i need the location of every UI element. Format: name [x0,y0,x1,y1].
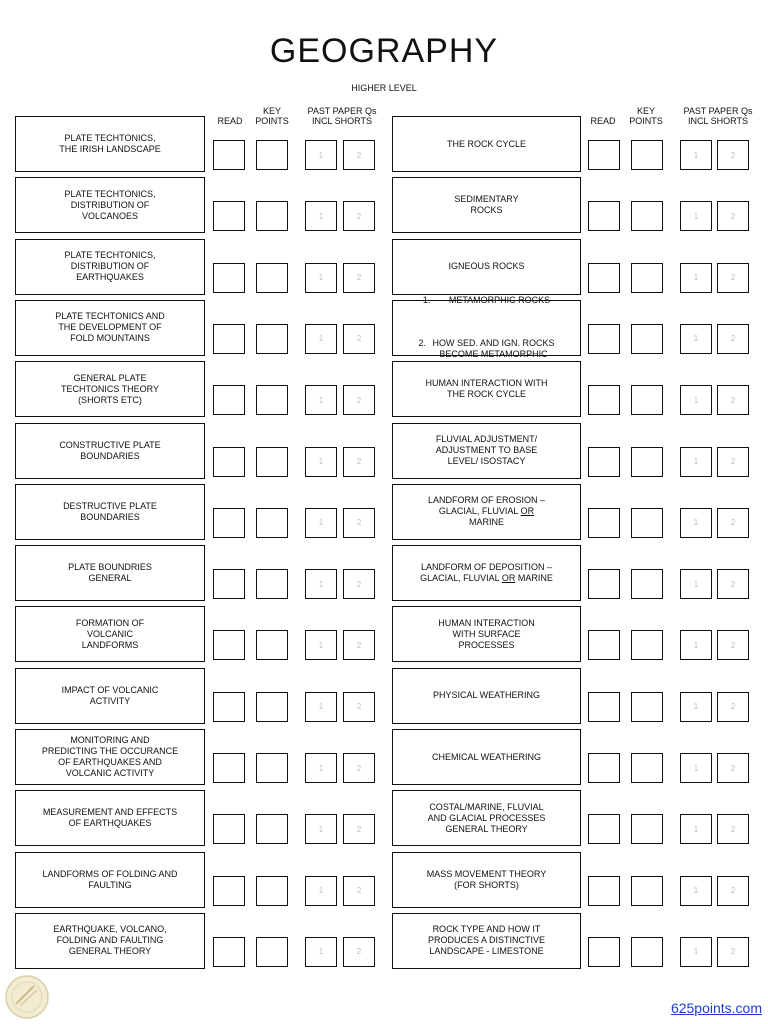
paper-number-label: 1 [693,518,699,528]
topic-deposition [420,562,553,584]
past-paper-1-checkbox[interactable] [305,447,337,477]
key-points-checkbox[interactable] [256,937,288,967]
paper-number-label: 1 [693,395,699,405]
past-paper-2-checkbox[interactable] [717,876,749,906]
topic-box: DESTRUCTIVE PLATE BOUNDARIES [15,484,205,540]
paper-number-label: 2 [356,273,362,283]
page-title: GEOGRAPHY [269,32,499,70]
625points-link[interactable]: 625points.com [670,1000,762,1016]
past-paper-1-checkbox[interactable] [305,324,337,354]
topic-box: MASS MOVEMENT THEORY (FOR SHORTS) [392,852,581,908]
topic-item-number: 1. [422,295,431,306]
read-checkbox[interactable] [588,263,620,293]
paper-number-label: 1 [318,273,324,283]
key-points-checkbox[interactable] [256,263,288,293]
paper-number-label: 1 [693,640,699,650]
past-paper-1-checkbox[interactable] [680,263,712,293]
paper-number-label: 1 [693,211,699,221]
read-checkbox[interactable] [213,140,245,170]
paper-number-label: 2 [356,702,362,712]
key-points-checkbox[interactable] [631,876,663,906]
past-paper-1-checkbox[interactable] [680,876,712,906]
topic-box: IMPACT OF VOLCANIC ACTIVITY [15,668,205,724]
past-paper-1-checkbox[interactable] [680,692,712,722]
past-paper-1-checkbox[interactable] [680,937,712,967]
past-paper-2-checkbox[interactable] [343,508,375,538]
key-points-checkbox[interactable] [631,324,663,354]
past-paper-2-checkbox[interactable] [717,201,749,231]
read-checkbox[interactable] [213,692,245,722]
key-points-checkbox[interactable] [631,201,663,231]
past-paper-2-checkbox[interactable] [343,385,375,415]
paper-number-label: 2 [356,947,362,957]
past-paper-1-checkbox[interactable] [305,385,337,415]
read-checkbox[interactable] [588,814,620,844]
topic-box: THE ROCK CYCLE [392,116,581,172]
past-paper-2-checkbox[interactable] [717,385,749,415]
past-paper-2-checkbox[interactable] [343,263,375,293]
past-paper-2-checkbox[interactable] [343,140,375,170]
key-points-checkbox[interactable] [631,753,663,783]
read-checkbox[interactable] [588,753,620,783]
key-points-checkbox[interactable] [256,385,288,415]
past-paper-2-checkbox[interactable] [343,753,375,783]
topic-box: MONITORING AND PREDICTING THE OCCURANCE OF EARTHQUAKES AND VOLCANIC ACTIVITY [15,729,205,785]
past-paper-2-checkbox[interactable] [343,814,375,844]
paper-number-label: 1 [318,211,324,221]
topic-box: PLATE TECHTONICS, DISTRIBUTION OF VOLCANOES [15,177,205,233]
past-paper-2-checkbox[interactable] [717,937,749,967]
paper-number-label: 2 [356,886,362,896]
topic-box: PLATE TECHTONICS AND THE DEVELOPMENT OF FOLD MOUNTAINS [15,300,205,356]
topic-box [392,295,581,360]
past-paper-1-checkbox[interactable] [680,385,712,415]
past-paper-2-checkbox[interactable] [717,508,749,538]
past-paper-1-checkbox[interactable] [305,263,337,293]
paper-number-label: 2 [356,395,362,405]
topic-item-label: HOW SED. AND IGN. ROCKS BECOME METAMORPHIC [432,338,555,360]
paper-number-label: 2 [356,763,362,773]
past-paper-2-checkbox[interactable] [343,630,375,660]
paper-number-label: 2 [356,579,362,589]
paper-number-label: 1 [318,947,324,957]
paper-number-label: 1 [693,702,699,712]
paper-number-label: 1 [318,395,324,405]
topic-box [392,545,581,601]
paper-number-label: 1 [318,518,324,528]
paper-number-label: 2 [730,702,736,712]
past-paper-2-checkbox[interactable] [717,447,749,477]
past-paper-1-checkbox[interactable] [305,876,337,906]
key-points-checkbox[interactable] [256,753,288,783]
key-points-checkbox[interactable] [631,569,663,599]
key-points-checkbox[interactable] [256,324,288,354]
past-paper-1-checkbox[interactable] [680,447,712,477]
past-paper-2-checkbox[interactable] [717,753,749,783]
paper-number-label: 1 [693,824,699,834]
paper-number-label: 2 [730,640,736,650]
read-checkbox[interactable] [213,630,245,660]
topic-line: OR [520,506,535,517]
past-paper-1-checkbox[interactable] [305,201,337,231]
topic-box: HUMAN INTERACTION WITH SURFACE PROCESSES [392,606,581,662]
read-checkbox[interactable] [588,876,620,906]
read-checkbox[interactable] [213,324,245,354]
paper-number-label: 1 [318,457,324,466]
paper-number-label: 2 [730,211,736,221]
past-paper-1-checkbox[interactable] [305,569,337,599]
topic-line: LANDFORM OF EROSION – [427,495,545,506]
paper-number-label: 2 [730,947,736,957]
paper-number-label: 2 [356,518,362,528]
past-paper-2-checkbox[interactable] [717,814,749,844]
past-paper-column-header: PAST PAPER Qs INCL SHORTS [307,106,377,126]
read-checkbox[interactable] [588,569,620,599]
paper-number-label: 2 [730,457,736,466]
read-checkbox[interactable] [213,937,245,967]
past-paper-1-checkbox[interactable] [680,201,712,231]
paper-number-label: 2 [730,886,736,896]
read-checkbox[interactable] [588,324,620,354]
past-paper-2-checkbox[interactable] [717,692,749,722]
key-points-checkbox[interactable] [256,508,288,538]
topic-item-number: 2. [418,338,426,349]
past-paper-2-checkbox[interactable] [343,692,375,722]
topic-metamorphic [399,284,574,371]
paper-number-label: 1 [318,150,324,160]
read-checkbox[interactable] [213,201,245,231]
past-paper-1-checkbox[interactable] [680,630,712,660]
topic-box: PLATE TECHTONICS, THE IRISH LANDSCAPE [15,116,205,172]
key-points-checkbox[interactable] [631,140,663,170]
read-checkbox[interactable] [588,385,620,415]
key-points-checkbox[interactable] [631,385,663,415]
past-paper-2-checkbox[interactable] [343,876,375,906]
topic-erosion [428,495,545,528]
past-paper-1-checkbox[interactable] [680,140,712,170]
topic-box: PLATE TECHTONICS, DISTRIBUTION OF EARTHQUAKES [15,239,205,295]
read-column-header-right: READ [590,116,616,126]
read-checkbox[interactable] [213,876,245,906]
paper-number-label: 2 [356,457,362,466]
past-paper-2-checkbox[interactable] [343,324,375,354]
past-paper-1-checkbox[interactable] [305,753,337,783]
paper-number-label: 2 [730,150,736,160]
past-paper-1-checkbox[interactable] [680,753,712,783]
topic-box: HUMAN INTERACTION WITH THE ROCK CYCLE [392,361,581,417]
paper-number-label: 1 [693,886,699,896]
paper-number-label: 1 [693,579,699,589]
topic-box: FLUVIAL ADJUSTMENT/ ADJUSTMENT TO BASE LEVEL/ ISOSTACY [392,423,581,479]
key-points-checkbox[interactable] [631,630,663,660]
key-points-checkbox[interactable] [256,630,288,660]
topic-box: FORMATION OF VOLCANIC LANDFORMS [15,606,205,662]
key-points-column-header-right: KEY POINTS [629,106,663,126]
key-points-checkbox[interactable] [631,263,663,293]
read-checkbox[interactable] [588,630,620,660]
key-points-checkbox[interactable] [256,692,288,722]
read-checkbox[interactable] [213,753,245,783]
paper-number-label: 1 [693,150,699,160]
past-paper-1-checkbox[interactable] [305,140,337,170]
topic-box: MEASUREMENT AND EFFECTS OF EARTHQUAKES [15,790,205,846]
past-paper-1-checkbox[interactable] [680,324,712,354]
past-paper-2-checkbox[interactable] [717,140,749,170]
topic-box: ROCK TYPE AND HOW IT PRODUCES A DISTINCTIVE LANDSCAPE - LIMESTONE [392,913,581,969]
paper-number-label: 1 [318,824,324,834]
key-points-checkbox[interactable] [631,814,663,844]
key-points-checkbox[interactable] [631,447,663,477]
topic-box: CHEMICAL WEATHERING [392,729,581,785]
paper-number-label: 1 [693,457,699,466]
past-paper-2-checkbox[interactable] [343,937,375,967]
past-paper-2-checkbox[interactable] [717,569,749,599]
topic-box: COSTAL/MARINE, FLUVIAL AND GLACIAL PROCESSES GENERAL THEORY [392,790,581,846]
topic-box: IGNEOUS ROCKS [392,239,581,295]
topic-box [392,484,581,540]
key-points-checkbox[interactable] [256,569,288,599]
past-paper-2-checkbox[interactable] [717,263,749,293]
topic-line: LANDFORM OF DEPOSITION – [420,562,552,573]
past-paper-2-checkbox[interactable] [343,201,375,231]
topic-line: GLACIAL, FLUVIAL [438,506,521,517]
read-checkbox[interactable] [588,201,620,231]
paper-number-label: 1 [693,763,699,773]
topic-box: PLATE BOUNDRIES GENERAL [15,545,205,601]
paper-number-label: 1 [318,763,324,773]
key-points-checkbox[interactable] [256,140,288,170]
past-paper-1-checkbox[interactable] [305,630,337,660]
key-points-column-header: KEY POINTS [255,106,289,126]
key-points-checkbox[interactable] [256,876,288,906]
past-paper-1-checkbox[interactable] [305,937,337,967]
topic-line: OR [501,573,516,584]
topic-box: PHYSICAL WEATHERING [392,668,581,724]
paper-number-label: 2 [356,211,362,221]
topic-line: MARINE [515,573,553,584]
paper-number-label: 2 [356,334,362,344]
past-paper-1-checkbox[interactable] [680,814,712,844]
read-checkbox[interactable] [213,263,245,293]
read-checkbox[interactable] [588,937,620,967]
read-checkbox[interactable] [213,447,245,477]
read-checkbox[interactable] [213,814,245,844]
key-points-checkbox[interactable] [631,937,663,967]
625points-seal-icon [4,974,50,1020]
key-points-checkbox[interactable] [256,814,288,844]
paper-number-label: 1 [693,947,699,957]
read-checkbox[interactable] [588,447,620,477]
read-checkbox[interactable] [213,569,245,599]
paper-number-label: 1 [318,640,324,650]
paper-number-label: 2 [730,824,736,834]
past-paper-2-checkbox[interactable] [717,324,749,354]
paper-number-label: 1 [693,273,699,283]
paper-number-label: 1 [318,702,324,712]
paper-number-label: 2 [730,763,736,773]
read-checkbox[interactable] [588,140,620,170]
topic-box: CONSTRUCTIVE PLATE BOUNDARIES [15,423,205,479]
read-checkbox[interactable] [213,385,245,415]
paper-number-label: 2 [730,395,736,405]
paper-number-label: 2 [730,518,736,528]
read-checkbox[interactable] [588,508,620,538]
key-points-checkbox[interactable] [256,447,288,477]
paper-number-label: 2 [730,273,736,283]
past-paper-1-checkbox[interactable] [305,692,337,722]
topic-box: GENERAL PLATE TECHTONICS THEORY (SHORTS ETC) [15,361,205,417]
past-paper-2-checkbox[interactable] [343,569,375,599]
read-column-header: READ [217,116,243,126]
paper-number-label: 1 [318,334,324,344]
key-points-checkbox[interactable] [631,692,663,722]
read-checkbox[interactable] [588,692,620,722]
paper-number-label: 1 [693,334,699,344]
topic-box: SEDIMENTARY ROCKS [392,177,581,233]
topic-box: LANDFORMS OF FOLDING AND FAULTING [15,852,205,908]
key-points-checkbox[interactable] [256,201,288,231]
paper-number-label: 2 [356,824,362,834]
past-paper-1-checkbox[interactable] [305,814,337,844]
past-paper-column-header-right: PAST PAPER Qs INCL SHORTS [683,106,753,126]
past-paper-2-checkbox[interactable] [717,630,749,660]
key-points-checkbox[interactable] [631,508,663,538]
past-paper-1-checkbox[interactable] [680,569,712,599]
paper-number-label: 2 [730,579,736,589]
topic-line: GLACIAL, FLUVIAL [420,573,502,584]
paper-number-label: 2 [730,334,736,344]
paper-number-label: 2 [356,150,362,160]
read-checkbox[interactable] [213,508,245,538]
topic-item-label: METAMORPHIC ROCKS [448,295,551,306]
past-paper-1-checkbox[interactable] [680,508,712,538]
paper-number-label: 2 [356,640,362,650]
paper-number-label: 1 [318,886,324,896]
topic-box: EARTHQUAKE, VOLCANO, FOLDING AND FAULTING GENERAL THEORY [15,913,205,969]
past-paper-1-checkbox[interactable] [305,508,337,538]
past-paper-2-checkbox[interactable] [343,447,375,477]
paper-number-label: 1 [318,579,324,589]
page-subtitle: HIGHER LEVEL [351,83,417,93]
topic-line: MARINE [468,517,504,528]
